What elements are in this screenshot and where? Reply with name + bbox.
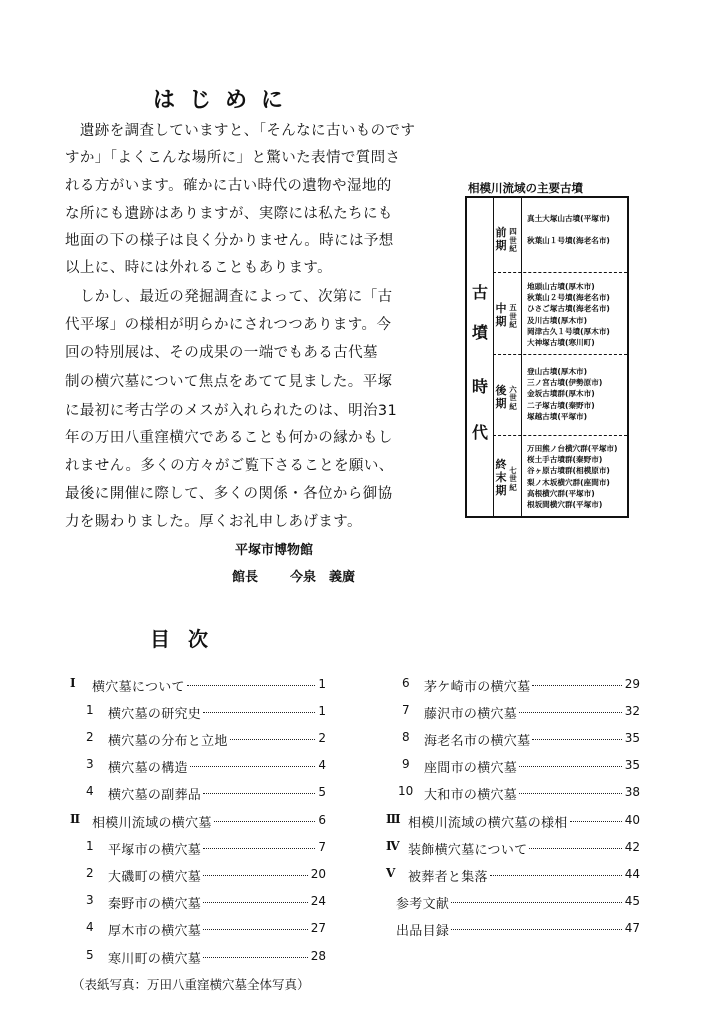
toc-entry [386, 676, 640, 694]
tomb-entry: 地頭山古墳(厚木市) [527, 282, 595, 291]
toc-entry-page: 24 [310, 894, 326, 908]
tomb-table [465, 196, 629, 518]
period-label: 後期 [495, 383, 507, 410]
intro-paragraph-line: な所にも遺跡はありますが、実際には私たちにも [65, 206, 393, 222]
intro-paragraph-line: 年の万田八重窪横穴であることも何かの縁かもし [65, 430, 393, 446]
tomb-entry: 三ノ宮古墳(伊勢原市) [527, 378, 603, 388]
toc-entry-number: Ⅱ [70, 812, 81, 826]
toc-entry-page: 2 [318, 731, 326, 745]
toc-entry-label: 横穴墓の研究史 [108, 707, 202, 722]
tomb-entry: 及川古墳(厚木市) [527, 315, 588, 325]
toc-entry-number: 2 [86, 730, 94, 744]
toc-entry-number: 4 [86, 920, 94, 934]
tomb-entry: 登山古墳(厚木市) [527, 367, 588, 376]
tomb-entry: 谷ヶ原古墳群(相模原市) [527, 466, 610, 476]
toc-entry [70, 866, 326, 884]
toc-entry-label: 大磯町の横穴墓 [108, 870, 202, 885]
toc-entry-label: 海老名市の横穴墓 [424, 734, 531, 749]
tomb-entry: 二子塚古墳(秦野市) [527, 400, 595, 410]
period-century: 六世紀 [509, 384, 517, 411]
toc-leader-dots [532, 685, 622, 686]
toc-entry-number: Ⅳ [386, 839, 400, 853]
toc-entry-number: 8 [402, 730, 410, 744]
toc-entry-number: 2 [86, 866, 94, 880]
toc-entry [70, 812, 326, 830]
toc-entry [70, 703, 326, 721]
signature-org: 平塚市博物館 [235, 543, 314, 558]
toc-entry-label: 平塚市の横穴墓 [108, 843, 202, 858]
toc-entry-page: 45 [624, 894, 640, 908]
tomb-entry: 金坂古墳群(厚木市) [527, 389, 595, 399]
toc-entry-page: 38 [624, 785, 640, 799]
toc-entry-number: 3 [86, 893, 94, 907]
toc-entry-label: 大和市の横穴墓 [424, 788, 518, 803]
period-label: 前期 [495, 226, 507, 252]
toc-leader-dots [203, 929, 308, 930]
tomb-entry: 秋葉山２号墳(海老名市) [527, 293, 610, 303]
tomb-table-title: 相模川流域の主要古墳 [468, 181, 583, 195]
era-char: 時 [471, 377, 488, 396]
period-century: 五世紀 [509, 303, 517, 330]
toc-heading: 目次 [150, 627, 226, 651]
toc-entry-page: 29 [624, 677, 640, 691]
toc-entry-page: 35 [624, 731, 640, 745]
signature-name: 今泉 義廣 [290, 570, 356, 585]
toc-entry-label: 寒川町の横穴墓 [108, 952, 202, 967]
toc-entry-page: 20 [310, 867, 326, 881]
toc-entry-page: 4 [318, 758, 326, 772]
toc-leader-dots [187, 685, 315, 686]
toc-entry-number: Ⅲ [386, 812, 401, 826]
cover-photo-caption: （表紙写真：万田八重窪横穴墓全体写真） [72, 977, 310, 992]
toc-leader-dots [570, 821, 622, 822]
toc-entry [386, 730, 640, 748]
toc-entry-label: 厚木市の横穴墓 [108, 924, 202, 939]
toc-leader-dots [519, 712, 622, 713]
era-char: 古 [471, 283, 488, 302]
toc-entry [386, 893, 640, 911]
intro-paragraph-line: 代平塚」の様相が明らかにされつつあります。今 [65, 317, 392, 333]
toc-entry-label: 秦野市の横穴墓 [108, 897, 202, 912]
toc-leader-dots [490, 875, 622, 876]
toc-entry [70, 784, 326, 802]
toc-entry-page: 35 [624, 758, 640, 772]
toc-entry-page: 27 [310, 921, 326, 935]
toc-entry-page: 6 [318, 813, 326, 827]
intro-paragraph-line: に最初に考古学のメスが入れられたのは、明治31 [65, 403, 398, 419]
toc-leader-dots [230, 739, 315, 740]
toc-leader-dots [203, 902, 308, 903]
tomb-entry: 桜土手古墳群(秦野市) [527, 455, 603, 465]
period-separator [493, 354, 627, 355]
toc-entry-label: 参考文献 [396, 897, 450, 912]
intro-paragraph-line: れる方がいます。確かに古い時代の遺物や湿地的 [65, 178, 392, 194]
toc-entry [386, 703, 640, 721]
toc-entry-number: 10 [398, 784, 414, 798]
toc-leader-dots [451, 929, 622, 930]
intro-paragraph-line: 力を賜わりました。厚くお礼申しあげます。 [65, 514, 362, 530]
toc-entry [70, 920, 326, 938]
toc-entry-label: 横穴墓の副葬品 [108, 788, 202, 803]
toc-entry [386, 839, 640, 857]
toc-entry-number: 3 [86, 757, 94, 771]
toc-entry [386, 866, 640, 884]
toc-leader-dots [519, 793, 622, 794]
toc-entry-label: 座間市の横穴墓 [424, 761, 518, 776]
period-century: 七世紀 [509, 465, 517, 492]
toc-leader-dots [203, 712, 315, 713]
period-label: 終末期 [495, 458, 507, 497]
toc-entry-number: 1 [86, 703, 94, 717]
tomb-entry: ひさご塚古墳(海老名市) [527, 304, 610, 314]
toc-entry [70, 730, 326, 748]
toc-entry-page: 5 [318, 785, 326, 799]
toc-entry-number: 7 [402, 703, 410, 717]
toc-leader-dots [451, 902, 622, 903]
toc-leader-dots [203, 848, 315, 849]
toc-entry-label: 相模川流域の横穴墓の様相 [408, 816, 568, 831]
period-century: 四世紀 [509, 227, 517, 254]
period-separator [493, 435, 627, 436]
toc-entry-label: 横穴墓の分布と立地 [108, 734, 228, 749]
toc-entry [386, 920, 640, 938]
toc-entry-page: 42 [624, 840, 640, 854]
toc-entry [70, 948, 326, 966]
tomb-entry: 梨ノ木坂横穴群(座間市) [527, 477, 610, 487]
tomb-entry: 塚越古墳(平塚市) [527, 411, 588, 421]
toc-entry-page: 7 [318, 840, 326, 854]
intro-paragraph-line: 地面の下の様子は良く分かりません。時には予想 [65, 233, 394, 249]
toc-entry-label: 横穴墓の構造 [108, 761, 188, 776]
toc-entry-page: 44 [624, 867, 640, 881]
tomb-entry: 高根横穴群(平塚市) [527, 488, 595, 498]
toc-entry-page: 47 [624, 921, 640, 935]
toc-entry-label: 藤沢市の横穴墓 [424, 707, 518, 722]
toc-entry-label: 被葬者と集落 [408, 870, 488, 885]
toc-entry-label: 横穴墓について [92, 680, 185, 695]
toc-entry-number: 6 [402, 676, 410, 690]
intro-paragraph-line: しかし、最近の発掘調査によって、次第に「古 [65, 289, 393, 305]
toc-entry-number: 9 [402, 757, 410, 771]
intro-paragraph-line: 以上に、時には外れることもあります。 [65, 260, 333, 276]
toc-entry-label: 茅ケ崎市の横穴墓 [424, 680, 531, 695]
tomb-entry: 真土大塚山古墳(平塚市) [527, 214, 610, 223]
toc-entry [70, 757, 326, 775]
toc-entry [70, 893, 326, 911]
intro-paragraph-line: 最後に開催に際して、多くの関係・各位から御協 [65, 486, 393, 502]
toc-entry-label: 出品目録 [396, 924, 450, 939]
period-label: 中期 [495, 302, 507, 328]
toc-entry-number: Ⅴ [386, 866, 396, 880]
toc-entry-label: 装飾横穴墓について [408, 843, 528, 858]
period-separator [493, 272, 627, 273]
toc-entry [386, 784, 640, 802]
tomb-entry: 根坂間横穴群(平塚市) [527, 500, 603, 509]
toc-leader-dots [203, 793, 315, 794]
toc-entry-label: 相模川流域の横穴墓 [92, 816, 212, 831]
toc-leader-dots [190, 766, 315, 767]
toc-leader-dots [203, 957, 308, 958]
signature-title: 館長 [232, 570, 259, 585]
intro-paragraph-line: れません。多くの方々がご覧下さることを願い、 [65, 458, 394, 474]
tomb-entry: 大神塚古墳(寒川町) [527, 338, 595, 347]
toc-leader-dots [203, 875, 308, 876]
toc-entry [386, 757, 640, 775]
toc-leader-dots [529, 848, 622, 849]
toc-entry [386, 812, 640, 830]
toc-entry-number: 1 [86, 839, 94, 853]
toc-entry-number: 5 [86, 948, 94, 962]
era-column [467, 198, 494, 516]
toc-leader-dots [214, 821, 315, 822]
intro-heading: はじめに [153, 88, 298, 113]
intro-paragraph-line: 遺跡を調査していますと、「そんなに古いものです [65, 123, 416, 139]
intro-paragraph-line: すか」「よくこんな場所に」と驚いた表情で質問さ [65, 150, 401, 166]
toc-entry-page: 1 [318, 704, 326, 718]
toc-entry-page: 28 [310, 949, 326, 963]
toc-leader-dots [519, 766, 622, 767]
intro-paragraph-line: 制の横穴墓について焦点をあてて見ました。平塚 [65, 374, 393, 390]
toc-entry-number: Ⅰ [70, 676, 76, 690]
era-char: 墳 [471, 323, 488, 342]
tomb-entry: 秋葉山１号墳(海老名市) [527, 236, 610, 245]
toc-leader-dots [532, 739, 622, 740]
toc-entry-page: 32 [624, 704, 640, 718]
tomb-entry: 岡津古久１号墳(厚木市) [527, 326, 610, 336]
toc-entry [70, 676, 326, 694]
toc-entry-page: 1 [318, 677, 326, 691]
toc-entry-number: 4 [86, 784, 94, 798]
tomb-entry: 万田熊ノ台横穴群(平塚市) [527, 444, 618, 453]
toc-entry-page: 40 [624, 813, 640, 827]
toc-entry [70, 839, 326, 857]
intro-paragraph-line: 回の特別展は、その成果の一端でもある古代墓 [65, 345, 378, 361]
era-char: 代 [471, 423, 488, 442]
